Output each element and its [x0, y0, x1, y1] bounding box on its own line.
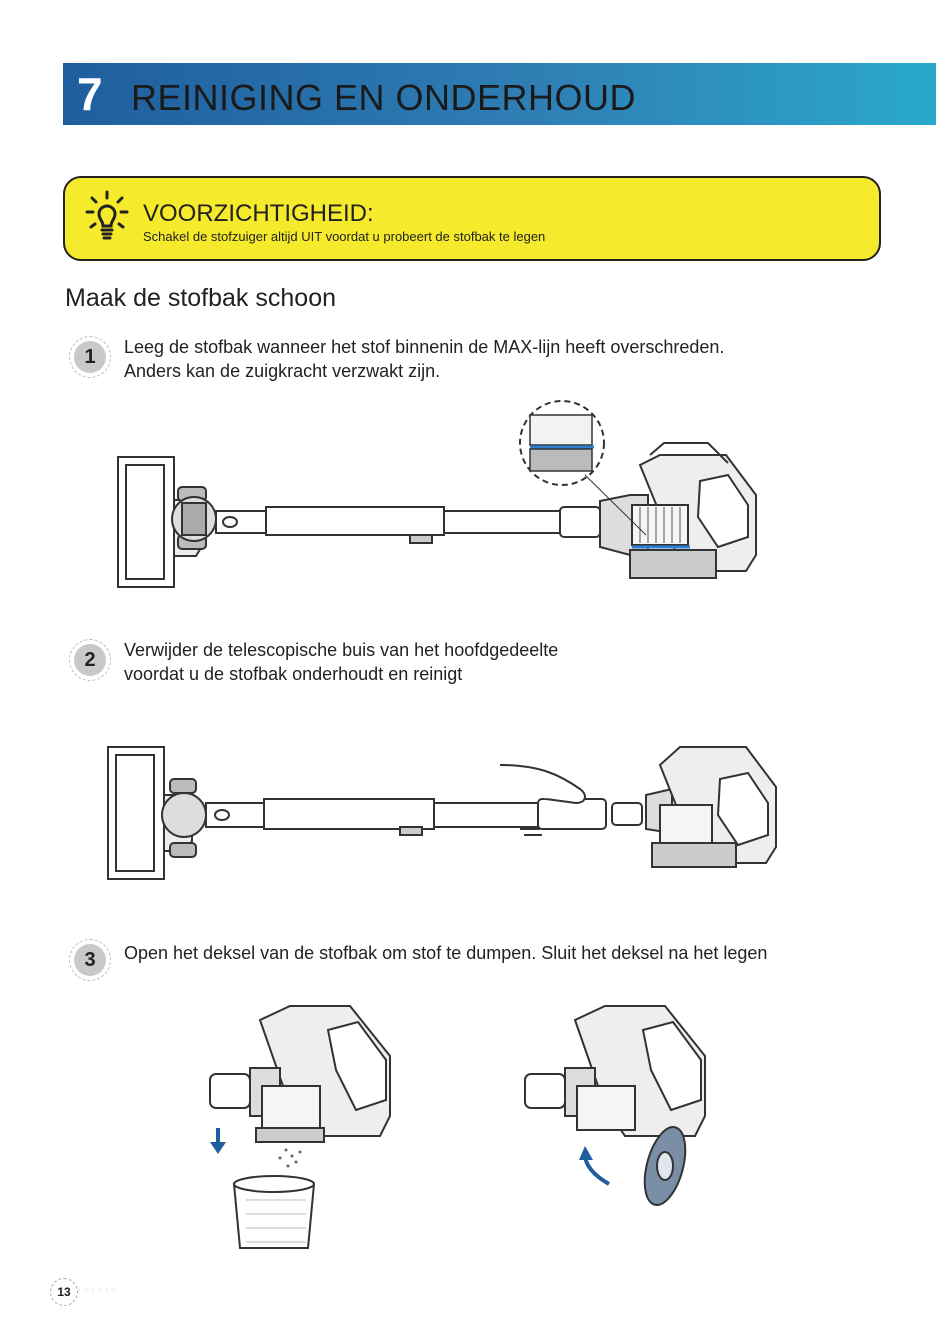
step-3-line-1: Open het deksel van de stofbak om stof te dumpen. Sluit het deksel na het legen [124, 943, 768, 963]
step-1-line-1: Leeg de stofbak wanneer het stof binnenin de MAX-lijn heeft overschreden. [124, 337, 725, 357]
step-1-line-2: Anders kan de zuigkracht verzwakt zijn. [124, 361, 441, 381]
caution-box [63, 176, 881, 261]
step-number: 1 [74, 341, 106, 373]
section-heading: Maak de stofbak schoon [65, 284, 336, 312]
chapter-header [63, 63, 936, 125]
caution-text: Schakel de stofzuiger altijd UIT voordat u probeert de stofbak te legen [143, 229, 546, 244]
vacuum-full-assembly-illustration [110, 395, 790, 595]
step-number: 3 [74, 944, 106, 976]
step-2-line-2: voordat u de stofbak onderhoudt en reinigt [124, 664, 463, 684]
step-3-badge [69, 939, 111, 981]
step-2-badge [69, 639, 111, 681]
step-2-text [124, 638, 558, 686]
step-1-text [124, 335, 724, 383]
chapter-title: REINIGING EN ONDERHOUD [131, 77, 637, 118]
chapter-number: 7 [77, 68, 103, 120]
lightbulb-icon [85, 190, 129, 242]
page-number: 13 [50, 1278, 78, 1306]
step-3-text [124, 941, 767, 965]
caution-title: VOORZICHTIGHEID: [143, 200, 374, 227]
step-1-badge [69, 336, 111, 378]
step-2-line-1: Verwijder de telescopische buis van het hoofdgedeelte [124, 640, 559, 660]
dustbin-lid-open-illustration [515, 1000, 735, 1215]
step-number: 2 [74, 644, 106, 676]
page-number-decoration: · · · · · · [78, 1285, 117, 1294]
vacuum-detach-tube-illustration [100, 735, 800, 885]
dustbin-emptying-illustration [200, 1000, 420, 1250]
